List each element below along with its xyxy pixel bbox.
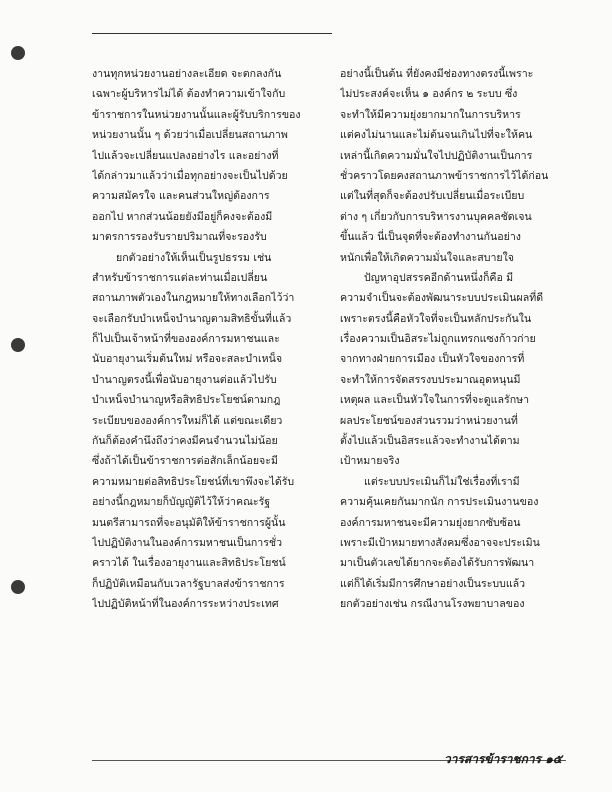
punch-hole (11, 580, 25, 594)
text-line: ก็ปฏิบัติเหมือนกับเวลารัฐบาลส่งข้าราชการ (92, 577, 285, 590)
text-line: สถานภาพตัวเองในกฎหมายให้ทางเลือกไว้ว่า (92, 292, 295, 305)
text-line: คราวได้ ในเรื่องอายุงานและสิทธิประโยชน์ (92, 557, 286, 570)
text-line: จะทำให้การจัดสรรงบประมาณอุดหนุนมี (340, 373, 521, 386)
text-line: เพราะมีเป้าหมายทางสังคมซึ่งอาจจะประเมิน (340, 536, 540, 549)
text-line: มาตรการรองรับรายปริมาณที่จะรองรับ (92, 231, 267, 244)
text-line: เหตุผล และเป็นหัวใจในการที่จะดูแลรักษา (340, 394, 530, 407)
text-line: ไปปฏิบัติงานในองค์การมหาชนเป็นการชั่ว (92, 536, 283, 549)
punch-hole (11, 338, 25, 352)
punch-hole (11, 46, 25, 60)
text-line: งานทุกหน่วยงานอย่างละเอียด จะตกลงกัน (92, 68, 282, 80)
text-line: ต่าง ๆ เกี่ยวกับการบริหารงานบุคคลชัดเจน (340, 210, 532, 223)
text-line: จะทำให้มีความยุ่งยากมากในการบริหาร (340, 108, 521, 121)
text-line: หนักเพื่อให้เกิดความมั่นใจและสบายใจ (340, 251, 514, 264)
text-line: ชั่วคราวโดยคงสถานภาพข้าราชการไว้ได้ก่อน (340, 169, 549, 182)
text-line: แต่ก็ได้เริ่มมีการศึกษาอย่างเป็นระบบแล้ว (340, 577, 526, 590)
header-rule (92, 33, 332, 34)
text-line: บำเหน็จบำนาญหรือสิทธิประโยชน์ตามกฎ (92, 394, 281, 407)
text-line: ไม่ประสงค์จะเห็น ๑ องค์กร ๒ ระบบ ซึ่ง (340, 88, 518, 101)
text-line: ยกตัวอย่างเช่น กรณีงานโรงพยาบาลของ (340, 598, 525, 611)
text-line: องค์การมหาชนจะมีความยุ่งยากซับซ้อน (340, 516, 521, 529)
text-line: ไปแล้วจะเปลี่ยนแปลงอย่างไร และอย่างที่ (92, 149, 279, 162)
text-line: เป้าหมายจริง (340, 455, 400, 468)
page-footer: วารสารข้าราชการ ๑๕ (443, 752, 562, 766)
text-line: ออกไป หากส่วนน้อยยังมีอยู่ก็คงจะต้องมี (92, 210, 273, 223)
text-line: ยกตัวอย่างให้เห็นเป็นรูปธรรม เช่น (116, 251, 272, 264)
text-line: มาเป็นตัวเลขได้ยากจะต้องได้รับการพัฒนา (340, 557, 535, 570)
text-line: เฉพาะผู้บริหารไม่ได้ ต้องทำความเข้าใจกับ (92, 88, 286, 101)
left-text-column (92, 64, 312, 615)
text-line: ข้าราชการในหน่วยงานนั้นและผู้รับบริการของ (92, 108, 301, 121)
text-line: ผลประโยชน์ของส่วนรวมว่าหน่วยงานที่ (340, 414, 518, 427)
text-line: จะเลือกรับบำเหน็จบำนาญตามสิทธิขั้นที่แล้ว (92, 312, 292, 325)
text-line: อย่างนี้เป็นต้น ที่ยังคงมีช่องทางตรงนี้เพราะ (340, 68, 534, 80)
text-line: อย่างนี้กฎหมายก็บัญญัติไว้ให้ว่าคณะรัฐ (92, 496, 271, 509)
text-line: แต่คงไม่นานและไม่ต้นจนเกินไปที่จะให้คน (340, 129, 533, 142)
text-line: เรื่องความเป็นอิสระไม่ถูกแทรกแซงก้าวก่าย (340, 333, 536, 346)
text-line: ความสมัครใจ และคนส่วนใหญ่ต้องการ (92, 190, 270, 203)
text-line: ก็ไปเป็นเจ้าหน้าที่ขององค์การมหาชนและ (92, 333, 280, 346)
text-line: ซึ่งถ้าได้เป็นข้าราชการต่อสักเล็กน้อยจะมี (92, 455, 278, 468)
text-line: มนตรีสามารถที่จะอนุมัติให้ข้าราชการผู้นั้น (92, 516, 286, 529)
text-line: ระเบียบขององค์การใหม่ก็ได้ แต่ขณะเดียว (92, 414, 283, 427)
text-line: ตั้งไปแล้วเป็นอิสระแล้วจะทำงานได้ตาม (340, 435, 520, 448)
text-line: แต่ระบบประเมินก็ไม่ใช่เรื่องที่เรามี (364, 475, 520, 488)
text-line: ปัญหาอุปสรรคอีกด้านหนึ่งก็คือ มี (364, 271, 514, 284)
right-text-column (340, 64, 560, 615)
text-line: จากทางฝ่ายการเมือง เป็นหัวใจของการที่ (340, 353, 525, 366)
text-line: นับอายุงานเริ่มต้นใหม่ หรือจะสละบำเหน็จ (92, 353, 283, 366)
text-line: หน่วยงานนั้น ๆ ด้วยว่าเมื่อเปลี่ยนสถานภาพ (92, 129, 288, 142)
text-line: แต่ในที่สุดก็จะต้องปรับเปลี่ยนเมื่อระเบียบ (340, 190, 525, 203)
text-line: เพราะตรงนี้คือหัวใจที่จะเป็นหลักประกันใน (340, 312, 532, 325)
text-line: ขึ้นแล้ว นี่เป็นจุดที่จะต้องทำงานกันอย่าง (340, 231, 521, 244)
text-line: ความจำเป็นจะต้องพัฒนาระบบประเมินผลที่ดี (340, 292, 544, 305)
text-line: ความคุ้นเคยกันมากนัก การประเมินงานของ (340, 496, 539, 509)
text-line: สำหรับข้าราชการแต่ละท่านเมื่อเปลี่ยน (92, 271, 268, 284)
text-line: ได้กล่าวมาแล้วว่าเมื่อทุกอย่างจะเป็นไปด้วย (92, 169, 288, 182)
text-line: บำนาญตรงนี้เพื่อนับอายุงานต่อแล้วไปรับ (92, 373, 277, 386)
text-line: ไปปฏิบัติหน้าที่ในองค์การระหว่างประเทศ (92, 598, 279, 611)
text-line: กันก็ต้องคำนึงถึงว่าคงมีคนจำนวนไม่น้อย (92, 435, 278, 448)
text-line: เหล่านี้เกิดความมั่นใจไปปฏิบัติงานเป็นการ (340, 149, 533, 162)
text-line: ความหมายต่อสิทธิประโยชน์ที่เขาพึงจะได้รับ (92, 475, 295, 488)
